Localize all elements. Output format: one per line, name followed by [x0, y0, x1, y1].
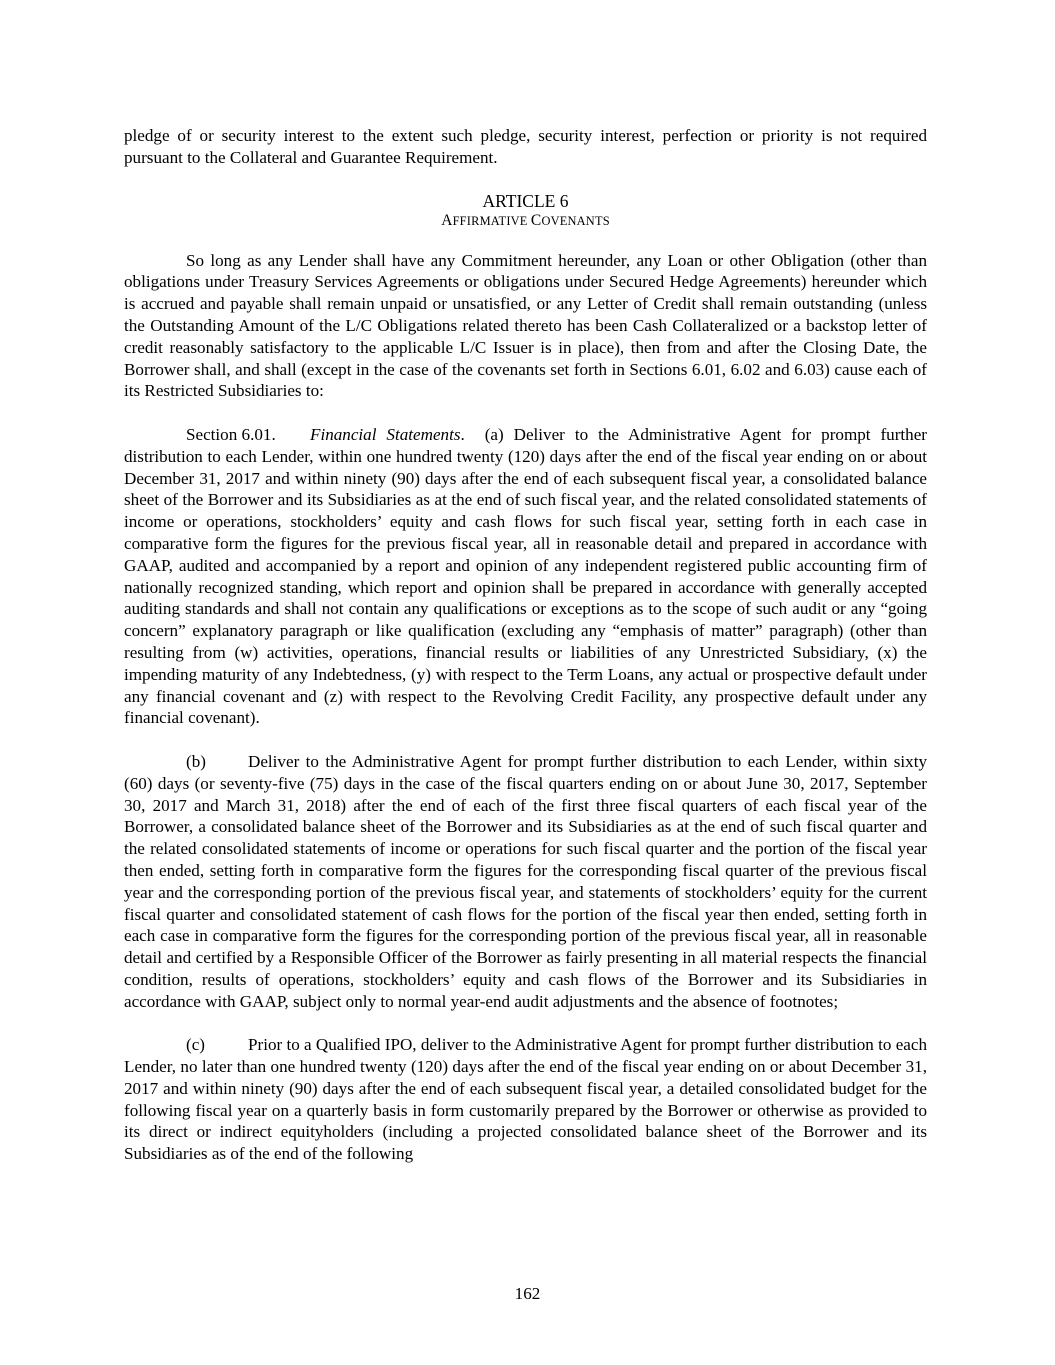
intro-paragraph: So long as any Lender shall have any Commitment hereunder, any Loan or other Obligation (other than obligations under Treasury Services Agreements or obligations under Secured Hedge Agreements) hereunder which is accrued and payable shall remain unpaid or unsatisfied, or any Letter of Credit shall remain outstanding (unless the Outstanding Amount of the L/C Obligations related thereto has been Cash Collateralized or a backstop letter of credit reasonably satisfactory to the applicable L/C Issuer is in place), then from and after the Closing Date, the Borrower shall, and shall (except in the case of the covenants set forth in Sections 6.01, 6.02 and 6.03) cause each of its Restricted Subsidiaries to: [124, 250, 927, 401]
subtitle-rest-c: OVENANTS [541, 213, 610, 228]
clause-c-text: Prior to a Qualified IPO, deliver to the Administrative Agent for prompt further distribution to each Lender, no later than one hundred twenty (120) days after the end of the fiscal year ending on or about December 31, 2017 and within ninety (90) days after the end of each subsequent fiscal year, a detailed consolidated budget for the following fiscal year on a quarterly basis in form customarily prepared by the Borrower or otherwise as provided to its direct or indirect equityholders (including a projected consolidated balance sheet of the Borrower and its Subsidiaries as of the end of the following [124, 1035, 927, 1164]
document-page [124, 125, 927, 1165]
opening-paragraph: pledge of or security interest to the extent such pledge, security interest, perfection or priority is not required pursuant to the Collateral and Guarantee Requirement. [124, 126, 927, 167]
section-6-01-title: Financial Statements [310, 424, 461, 444]
page-number: 162 [514, 1284, 541, 1303]
clause-c-paragraph [124, 1034, 927, 1165]
subtitle-cap-a: A [441, 211, 453, 229]
section-6-01-text-a: (a) Deliver to the Administrative Agent for prompt further distribution to each Lender, within one hundred twenty (120) days after the end of the fiscal year ending on or about December 31, 2017 and within ninety (90) days after the end of each subsequent fiscal year, a consolidated balance sheet of the Borrower and its Subsidiaries as at the end of such fiscal year, and the related consolidated statements of income or operations, stockholders’ equity and cash flows for such fiscal year, setting forth in each case in comparative form the figures for the previous fiscal year, all in reasonable detail and prepared in accordance with GAAP, audited and accompanied by a report and opinion of any independent registered public accounting firm of nationally recognized standing, which report and opinion shall be prepared in accordance with generally accepted auditing standards and shall not contain any qualifications or exceptions as to the scope of such audit or any “going concern” explanatory paragraph or like qualification (excluding any “emphasis of matter” paragraph) (other than resulting from (w) activities, operations, financial results or liabilities of any Unrestricted Subsidiary, (x) the impending maturity of any Indebtedness, (y) with respect to the Term Loans, any actual or prospective default under any financial covenant and (z) with respect to the Revolving Credit Facility, any prospective default under any financial covenant). [124, 424, 927, 728]
section-6-01-title-period: . [460, 424, 465, 444]
clause-b-text: Deliver to the Administrative Agent for prompt further distribution to each Lender, within sixty (60) days (or seventy-five (75) days in the case of the fiscal quarters ending on or about June 30, 2017, September 30, 2017 and March 31, 2018) after the end of each of the first three fiscal quarters of each fiscal year of the Borrower, a consolidated balance sheet of the Borrower and its Subsidiaries as at the end of such fiscal quarter and the related consolidated statements of income or operations for such fiscal quarter and the portion of the fiscal year then ended, setting forth in comparative form the figures for the corresponding fiscal quarter of the previous fiscal year and the corresponding portion of the previous fiscal year, and statements of stockholders’ equity for the current fiscal quarter and consolidated statement of cash flows for the portion of the fiscal year then ended, setting forth in each case in comparative form the figures for the corresponding portion of the previous fiscal year, all in reasonable detail and certified by a Responsible Officer of the Borrower as fairly presenting in all material respects the financial condition, results of operations, stockholders’ equity and cash flows of the Borrower and its Subsidiaries in accordance with GAAP, subject only to normal year-end audit adjustments and the absence of footnotes; [124, 751, 927, 1011]
section-6-01-label: Section 6.01. [186, 424, 276, 444]
article-heading [124, 190, 927, 230]
article-title: ARTICLE 6 [482, 190, 569, 211]
subtitle-cap-c: C [530, 211, 542, 229]
section-6-01-paragraph [124, 424, 927, 729]
clause-b-paragraph [124, 751, 927, 1013]
article-subtitle [124, 212, 927, 230]
subtitle-rest-a: FFIRMATIVE [452, 213, 528, 228]
clause-b-label: (b) [186, 751, 206, 771]
clause-c-label: (c) [186, 1035, 205, 1055]
